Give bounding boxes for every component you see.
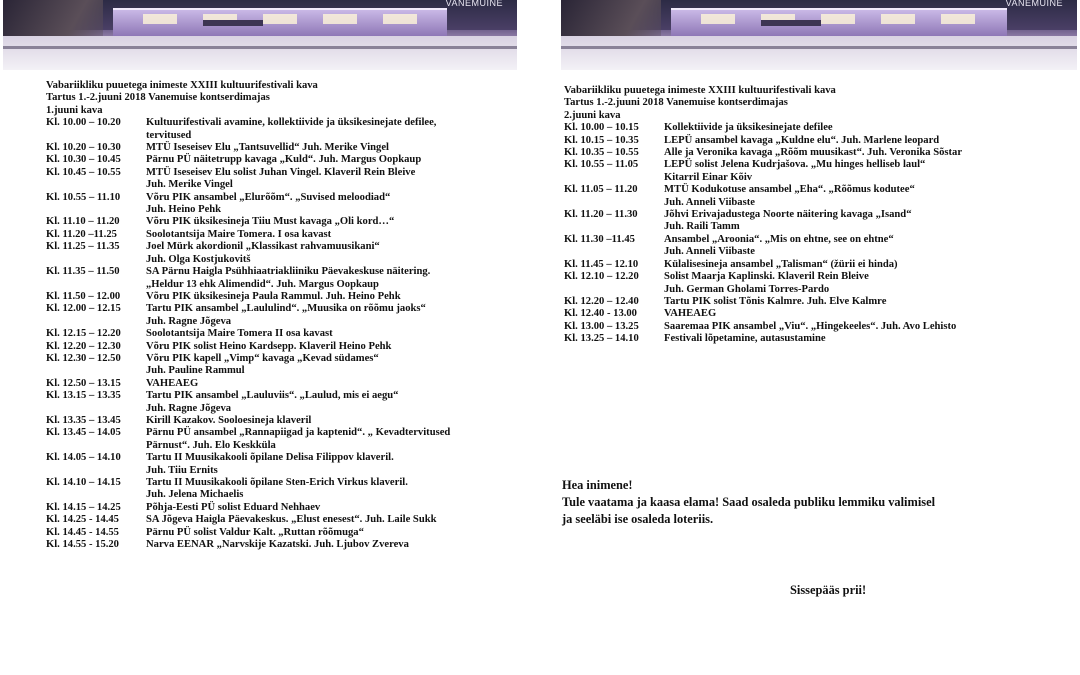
item-description: Tartu PIK ansambel „Lauluviis“. „Laulud, mis ei aegu“	[146, 390, 399, 402]
item-time: Kl. 13.15 – 13.35	[46, 390, 121, 402]
item-time: Kl. 11.25 – 11.35	[46, 241, 120, 253]
item-description: LEPÜ solist Jelena Kudrjašova. „Mu hinges helliseb laul“	[664, 159, 926, 171]
header-photo-left	[3, 0, 517, 70]
item-time: Kl. 14.10 – 14.15	[46, 477, 121, 488]
item-continuation: Kitarril Einar Kõiv	[664, 171, 753, 183]
item-time: Kl. 13.00 – 13.25	[564, 320, 639, 332]
schedule-item	[46, 328, 516, 340]
item-continuation: tervitused	[146, 129, 192, 141]
schedule-item	[46, 142, 516, 154]
schedule-item	[46, 241, 516, 253]
item-time: Kl. 14.05 – 14.10	[46, 452, 121, 464]
item-time: Kl. 12.40 - 13.00	[564, 308, 637, 320]
item-time: Kl. 11.30 –11.45	[564, 233, 635, 245]
schedule-item	[46, 415, 516, 427]
item-time: Kl. 10.00 – 10.20	[46, 117, 121, 129]
schedule-item	[46, 154, 516, 166]
item-time: Kl. 11.45 – 12.10	[564, 258, 639, 270]
item-time: Kl. 13.25 – 14.10	[564, 333, 639, 345]
schedule-item	[564, 321, 1064, 333]
item-continuation: Juh. Olga Kostjukovitš	[146, 253, 251, 265]
item-time: Kl. 12.15 – 12.20	[46, 328, 121, 340]
item-time: Kl. 12.10 – 12.20	[564, 271, 639, 283]
schedule-item	[46, 291, 516, 303]
schedule-item	[564, 271, 1064, 283]
item-continuation: Juh. Tiiu Ernits	[146, 464, 218, 476]
item-description: MTÜ Iseseisev Elu „Tantsuvellid“ Juh. Merike Vingel	[146, 142, 389, 154]
item-time: Kl. 10.55 – 11.05	[564, 159, 639, 171]
item-time: Kl. 14.25 - 14.45	[46, 514, 119, 526]
item-description: Alle ja Veronika kavaga „Rõõm muusikast“. Juh. Veronika Sõstar	[664, 147, 963, 159]
greeting: Hea inimene!	[562, 478, 633, 492]
day1-schedule	[46, 80, 516, 551]
item-description: Võru PIK solist Heino Kardsepp. Klaveril Heino Pehk	[146, 340, 392, 352]
item-time: Kl. 13.35 – 13.45	[46, 414, 121, 426]
item-time: Kl. 14.55 - 15.20	[46, 539, 119, 551]
item-description: Pärnu PÜ ansambel „Rannapiigad ja kaptenid“. „ Kevadtervitused	[146, 427, 451, 439]
item-continuation: Juh. Pauline Rammul	[146, 365, 245, 377]
item-continuation: Juh. Raili Tamm	[664, 221, 740, 233]
schedule-item	[46, 378, 516, 390]
item-description: Soolotantsija Maire Tomera. I osa kavast	[146, 228, 332, 240]
item-time: Kl. 12.20 – 12.30	[46, 340, 121, 352]
program-subtitle: Tartus 1.-2.juuni 2018 Vanemuise kontserdimajas	[564, 97, 788, 109]
item-time: Kl. 12.30 – 12.50	[46, 352, 121, 364]
item-description: Tartu II Muusikakooli õpilane Sten-Erich Virkus klaveril.	[146, 477, 408, 488]
item-description: Narva EENAR „Narvskije Kazatski. Juh. Ljubov Zvereva	[146, 539, 409, 551]
item-description: MTÜ Kodukotuse ansambel „Eha“. „Rõõmus kodutee“	[664, 184, 915, 196]
schedule-item	[564, 296, 1064, 308]
item-continuation: Juh. Ragne Jõgeva	[146, 315, 232, 327]
schedule-item	[46, 539, 516, 551]
item-time: Kl. 11.50 – 12.00	[46, 290, 121, 302]
item-time: Kl. 11.20 – 11.30	[564, 209, 638, 221]
item-time: Kl. 10.20 – 10.30	[46, 142, 121, 154]
item-description: Saaremaa PIK ansambel „Viu“. „Hingekeeles“. Juh. Avo Lehisto	[664, 320, 957, 332]
schedule-item	[46, 353, 516, 365]
item-time: Kl. 12.50 – 13.15	[46, 377, 121, 389]
item-time: Kl. 10.30 – 10.45	[46, 154, 121, 166]
item-continuation: Juh. Anneli Viibaste	[664, 196, 755, 208]
schedule-item	[46, 167, 516, 179]
schedule-item	[46, 266, 516, 278]
item-description: Ansambel „Aroonia“. „Mis on ehtne, see on ehtne“	[664, 233, 894, 245]
item-description: VAHEAEG	[146, 377, 199, 389]
schedule-item	[46, 502, 516, 514]
schedule-item	[46, 216, 516, 228]
invite-line-1: Tule vaatama ja kaasa elama! Saad osaleda publiku lemmiku valimisel	[562, 495, 936, 509]
item-description: Jõhvi Erivajadustega Noorte näitering kavaga „Isand“	[664, 209, 912, 221]
schedule-item	[46, 303, 516, 315]
schedule-item	[46, 452, 516, 464]
item-time: Kl. 10.55 – 11.10	[46, 191, 121, 203]
day-label: 1.juuni kava	[46, 104, 103, 116]
schedule-item	[564, 234, 1064, 246]
item-time: Kl. 12.00 – 12.15	[46, 303, 121, 315]
schedule-item	[46, 341, 516, 353]
schedule-item	[564, 259, 1064, 271]
schedule-item	[46, 192, 516, 204]
item-time: Kl. 14.15 – 14.25	[46, 501, 121, 513]
schedule-item	[46, 229, 516, 241]
schedule-item	[564, 122, 1064, 134]
item-time: Kl. 12.20 – 12.40	[564, 295, 639, 307]
item-time: Kl. 11.35 – 11.50	[46, 266, 120, 278]
invite-line-2: ja seeläbi ise osaleda loteriis.	[562, 512, 714, 526]
schedule-item	[564, 147, 1064, 159]
item-time: Kl. 10.15 – 10.35	[564, 134, 639, 146]
item-description: Pärnu PÜ näitetrupp kavaga „Kuld“. Juh. Margus Oopkaup	[146, 154, 422, 166]
item-time: Kl. 10.00 – 10.15	[564, 122, 639, 134]
program-title: Vabariikliku puuetega inimeste XXIII kultuurifestivali kava	[564, 85, 836, 96]
schedule-item	[564, 308, 1064, 320]
item-description: Võru PIK kapell „Vimp“ kavaga „Kevad südames“	[146, 352, 379, 364]
brand-logo-text: VANEMUINE	[445, 0, 503, 8]
free-entry-note: Sissepääs prii!	[790, 583, 867, 597]
item-continuation: „Heldur 13 ehk Alimendid“. Juh. Margus Oopkaup	[146, 278, 379, 290]
item-description: LEPÜ ansambel kavaga „Kuldne elu“. Juh. Marlene leopard	[664, 134, 940, 146]
item-description: MTÜ Iseseisev Elu solist Juhan Vingel. Klaveril Rein Bleive	[146, 166, 416, 178]
item-description: Tartu PIK solist Tõnis Kalmre. Juh. Elve Kalmre	[664, 295, 887, 307]
schedule-list	[564, 122, 1064, 345]
schedule-item	[46, 477, 516, 489]
item-continuation: Juh. Ragne Jõgeva	[146, 402, 232, 414]
schedule-item	[564, 333, 1064, 345]
program-title: Vabariikliku puuetega inimeste XXIII kultuurifestivali kava	[46, 80, 318, 91]
item-time: Kl. 11.10 – 11.20	[46, 216, 120, 228]
item-time: Kl. 13.45 – 14.05	[46, 427, 121, 439]
schedule-item	[564, 209, 1064, 221]
item-continuation: Juh. Anneli Viibaste	[664, 246, 755, 258]
schedule-item	[564, 159, 1064, 171]
item-description: Kirill Kazakov. Sooloesineja klaveril	[146, 414, 312, 426]
item-description: Tartu PIK ansambel „Laululind“. „Muusika on rõõmu jaoks“	[146, 303, 426, 315]
schedule-item	[46, 427, 516, 439]
day2-schedule	[564, 85, 1064, 346]
brand-logo-text: VANEMUINE	[1005, 0, 1063, 8]
item-continuation: Juh. Merike Vingel	[146, 179, 233, 191]
item-description: Festivali lõpetamine, autasustamine	[664, 333, 826, 345]
item-description: Kollektiivide ja üksikesinejate defilee	[664, 122, 833, 134]
item-description: Kultuurifestivali avamine, kollektiivide ja üksikesinejate defilee,	[146, 117, 437, 129]
item-time: Kl. 14.45 - 14.55	[46, 526, 119, 538]
program-subtitle: Tartus 1.-2.juuni 2018 Vanemuise kontserdimajas	[46, 92, 270, 104]
item-time: Kl. 10.35 – 10.55	[564, 147, 639, 159]
item-description: VAHEAEG	[664, 308, 717, 320]
item-description: SA Jõgeva Haigla Päevakeskus. „Elust enesest“. Juh. Laile Sukk	[146, 514, 437, 526]
item-continuation: Juh. Jelena Michaelis	[146, 489, 244, 501]
item-description: Pärnu PÜ solist Valdur Kalt. „Ruttan rõõmuga“	[146, 526, 364, 538]
item-description: Joel Mürk akordionil „Klassikast rahvamuusikani“	[146, 241, 380, 253]
item-description: Põhja-Eesti PÜ solist Eduard Nehhaev	[146, 501, 321, 513]
item-description: Võru PIK üksikesineja Tiiu Must kavaga „Oli kord…“	[146, 216, 395, 228]
schedule-item	[564, 135, 1064, 147]
schedule-item	[46, 514, 516, 526]
day-label: 2.juuni kava	[564, 109, 621, 121]
item-description: Tartu II Muusikakooli õpilane Delisa Filippov klaveril.	[146, 452, 394, 464]
item-description: Võru PIK ansambel „Elurõõm“. „Suvised meloodiad“	[146, 191, 391, 203]
schedule-list	[46, 117, 516, 551]
schedule-item	[46, 390, 516, 402]
item-continuation: Juh. German Gholami Torres-Pardo	[664, 283, 830, 295]
item-time: Kl. 11.05 – 11.20	[564, 184, 638, 196]
header-photo-right	[561, 0, 1077, 70]
item-description: Solist Maarja Kaplinski. Klaveril Rein Bleive	[664, 271, 869, 283]
schedule-item	[46, 527, 516, 539]
item-time: Kl. 10.45 – 10.55	[46, 166, 121, 178]
item-description: Võru PIK üksikesineja Paula Rammul. Juh. Heino Pehk	[146, 290, 401, 302]
item-time: Kl. 11.20 –11.25	[46, 228, 117, 240]
schedule-item	[46, 117, 516, 129]
schedule-item	[564, 184, 1064, 196]
item-continuation: Pärnust“. Juh. Elo Keskküla	[146, 439, 276, 451]
item-description: Soolotantsija Maire Tomera II osa kavast	[146, 328, 333, 340]
item-description: SA Pärnu Haigla Psühhiaatriakliiniku Päevakeskuse näitering.	[146, 266, 431, 278]
item-continuation: Juh. Heino Pehk	[146, 204, 222, 216]
item-description: Külalisesineja ansambel „Talisman“ (žürii ei hinda)	[664, 258, 898, 270]
